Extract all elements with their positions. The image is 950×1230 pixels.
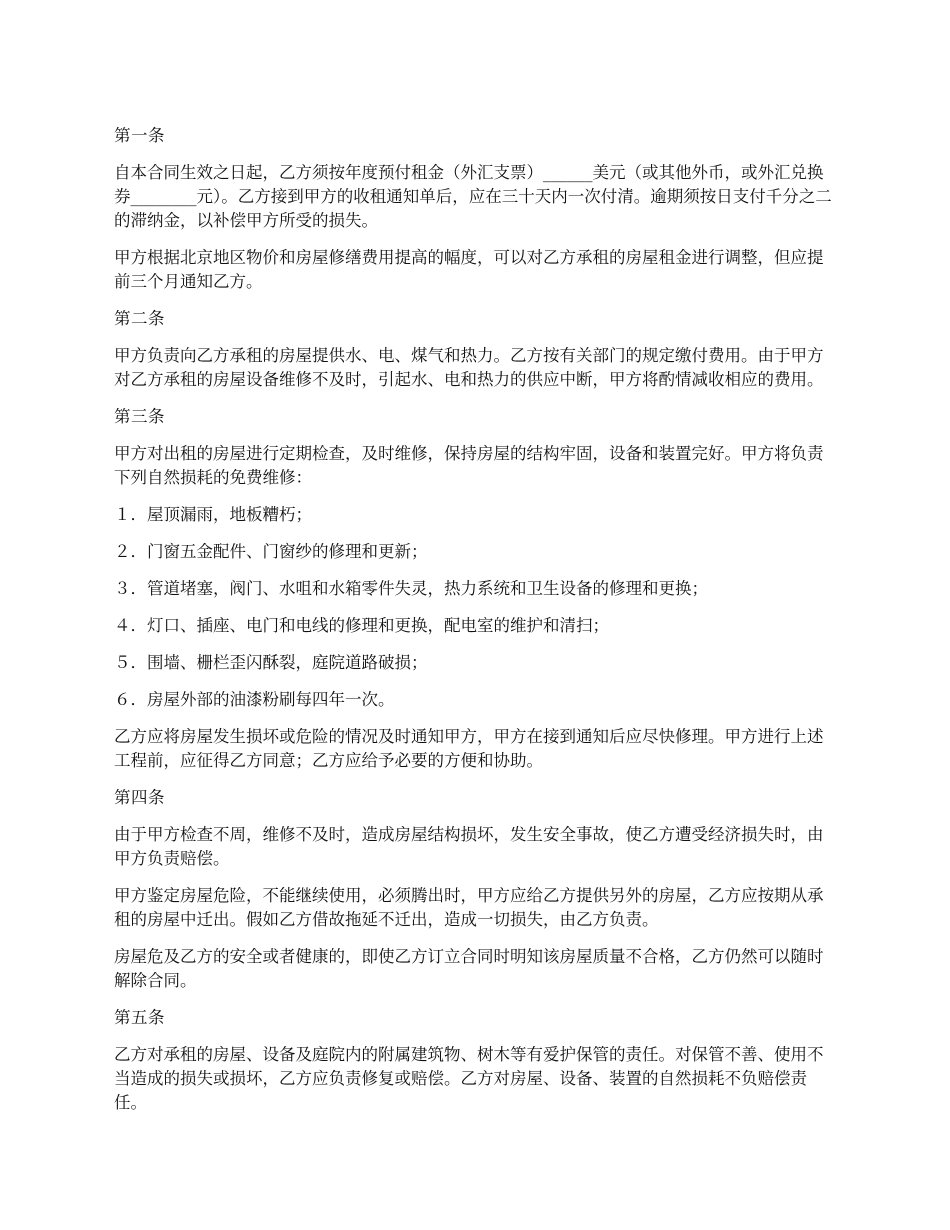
article-3-list-item-2: ２．门窗五金配件、门窗纱的修理和更新； <box>114 542 428 561</box>
article-5-heading: 第五条 <box>114 1008 165 1027</box>
article-3-list-item-3: ３．管道堵塞，阀门、水咀和水箱零件失灵，热力系统和卫生设备的修理和更换； <box>114 579 708 598</box>
article-5-paragraph-1: 乙方对承租的房屋、设备及庭院内的附属建筑物、树木等有爱护保管的责任。对保管不善、使用不当造成的损失或损坏，乙方应负责修复或赔偿。乙方对房屋、设备、装置的自然损耗不负赔偿责任。 <box>114 1045 824 1112</box>
article-1-heading: 第一条 <box>114 126 165 145</box>
article-1-paragraph-2: 甲方根据北京地区物价和房屋修缮费用提高的幅度，可以对乙方承租的房屋租金进行调整，但应提前三个月通知乙方。 <box>114 248 824 291</box>
article-2-paragraph-1: 甲方负责向乙方承租的房屋提供水、电、煤气和热力。乙方按有关部门的规定缴付费用。由于甲方对乙方承租的房屋设备维修不及时，引起水、电和热力的供应中断，甲方将酌情减收相应的费用。 <box>114 346 824 389</box>
article-4-heading: 第四条 <box>114 788 165 807</box>
article-4-paragraph-1: 由于甲方检查不周，维修不及时，造成房屋结构损坏，发生安全事故，使乙方遭受经济损失时，由甲方负责赔偿。 <box>114 825 824 868</box>
article-3-list-item-5: ５．围墙、栅栏歪闪酥裂，庭院道路破损； <box>114 653 428 672</box>
article-3-paragraph-1: 甲方对出租的房屋进行定期检查，及时维修，保持房屋的结构牢固，设备和装置完好。甲方将负责下列自然损耗的免费维修： <box>114 444 824 487</box>
article-3-heading: 第三条 <box>114 407 165 426</box>
article-2-heading: 第二条 <box>114 309 165 328</box>
article-3-list-item-4: ４．灯口、插座、电门和电线的修理和更换，配电室的维护和清扫； <box>114 616 609 635</box>
article-4-paragraph-2: 甲方鉴定房屋危险，不能继续使用，必须腾出时，甲方应给乙方提供另外的房屋，乙方应按期从承租的房屋中迁出。假如乙方借故拖延不迁出，造成一切损失，由乙方负责。 <box>114 886 824 929</box>
document-body <box>114 124 838 1128</box>
article-4-paragraph-3: 房屋危及乙方的安全或者健康的，即使乙方订立合同时明知该房屋质量不合格，乙方仍然可以随时解除合同。 <box>114 947 824 990</box>
article-3-list-item-6: ６．房屋外部的油漆粉刷每四年一次。 <box>114 690 395 709</box>
article-1-paragraph-1: 自本合同生效之日起，乙方须按年度预付租金（外汇支票）______美元（或其他外币，或外汇兑换券________元）。乙方接到甲方的收租通知单后，应在三十天内一次付清。逾期须按日支付千分之二的滞纳金，以补偿甲方所受的损失。 <box>114 163 832 230</box>
article-3-list-item-1: １．屋顶漏雨，地板糟朽； <box>114 505 312 524</box>
article-3-paragraph-2: 乙方应将房屋发生损坏或危险的情况及时通知甲方，甲方在接到通知后应尽快修理。甲方进行上述工程前，应征得乙方同意；乙方应给予必要的方便和协助。 <box>114 727 824 770</box>
